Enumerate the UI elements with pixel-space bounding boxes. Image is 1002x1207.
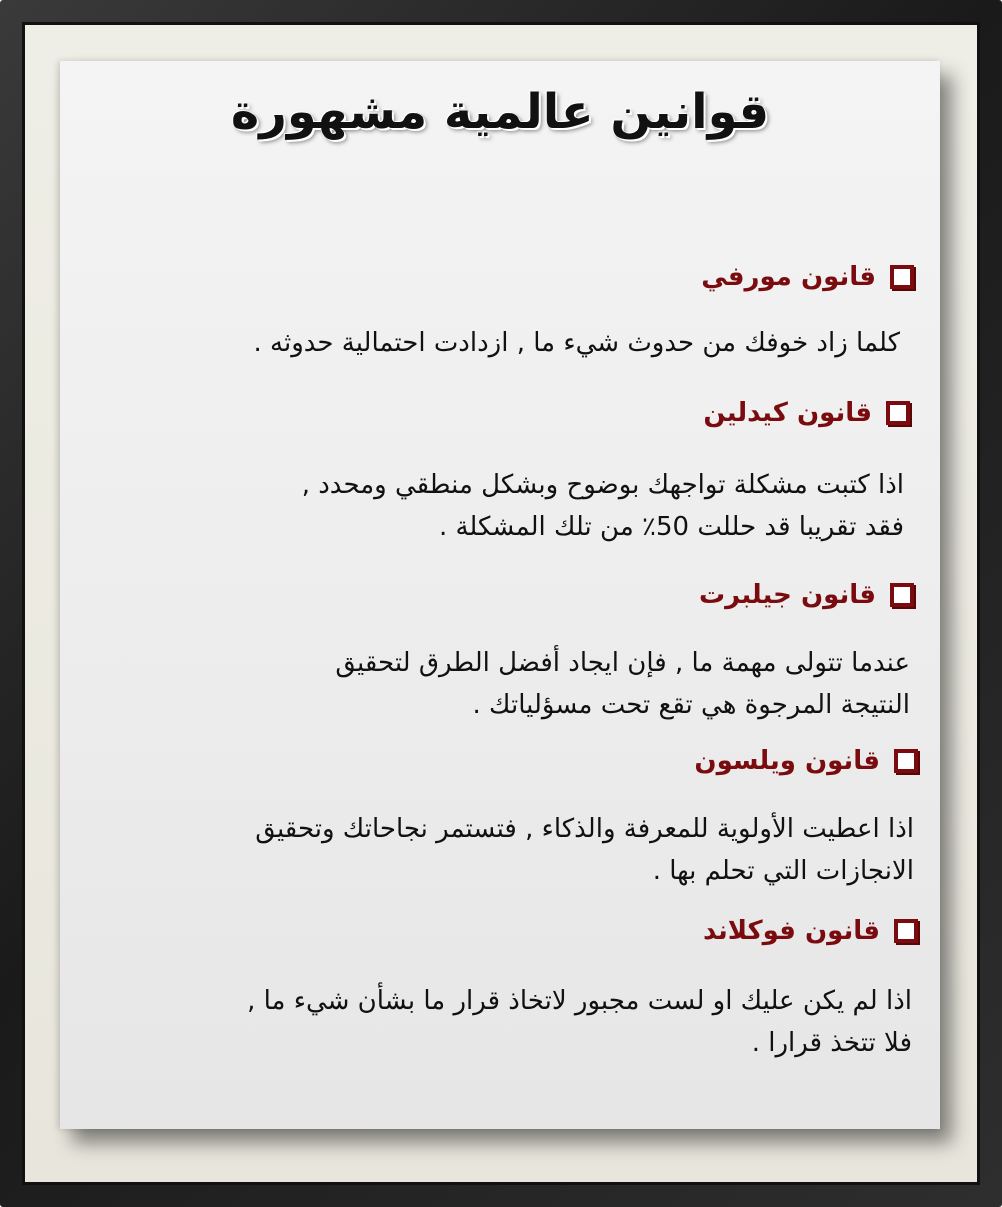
law-line: فلا تتخذ قرارا . (751, 1028, 912, 1058)
law-heading-falkland (703, 916, 918, 946)
law-body-kidlin (302, 464, 904, 548)
checkbox-icon (890, 583, 914, 607)
law-heading-gilbert (699, 580, 914, 610)
law-body-wilson (255, 808, 914, 892)
law-heading-kidlin (703, 398, 910, 428)
checkbox-icon (886, 401, 910, 425)
law-line: النتيجة المرجوة هي تقع تحت مسؤلياتك . (472, 690, 910, 720)
law-line: اذا اعطيت الأولوية للمعرفة والذكاء , فتستمر نجاحاتك وتحقيق (255, 814, 914, 844)
law-heading-murphy (701, 262, 914, 292)
law-line: اذا كتبت مشكلة تواجهك بوضوح وبشكل منطقي ومحدد , (301, 470, 904, 500)
law-line: فقد تقريبا قد حللت 50٪ من تلك المشكلة . (438, 512, 904, 542)
law-line: اذا لم يكن عليك او لست مجبور لاتخاذ قرار ما بشأن شيء ما , (247, 986, 912, 1016)
law-title: قانون فوكلاند (702, 916, 880, 946)
checkbox-icon (890, 265, 914, 289)
checkbox-icon (894, 749, 918, 773)
law-line: كلما زاد خوفك من حدوث شيء ما , ازدادت احتمالية حدوثه . (253, 328, 900, 358)
checkbox-icon (894, 919, 918, 943)
law-title: قانون كيدلين (703, 398, 872, 428)
law-title: قانون جيلبرت (699, 580, 876, 610)
law-title: قانون ويلسون (694, 746, 880, 776)
page-title: قوانين عالمية مشهورة (230, 84, 770, 140)
law-line: الانجازات التي تحلم بها . (652, 856, 914, 886)
law-body-gilbert (335, 642, 910, 726)
law-title: قانون مورفي (701, 262, 876, 292)
law-heading-wilson (694, 746, 918, 776)
law-line: عندما تتولى مهمة ما , فإن ايجاد أفضل الطرق لتحقيق (335, 648, 910, 678)
law-body-murphy (254, 322, 900, 364)
law-body-falkland (247, 980, 912, 1064)
